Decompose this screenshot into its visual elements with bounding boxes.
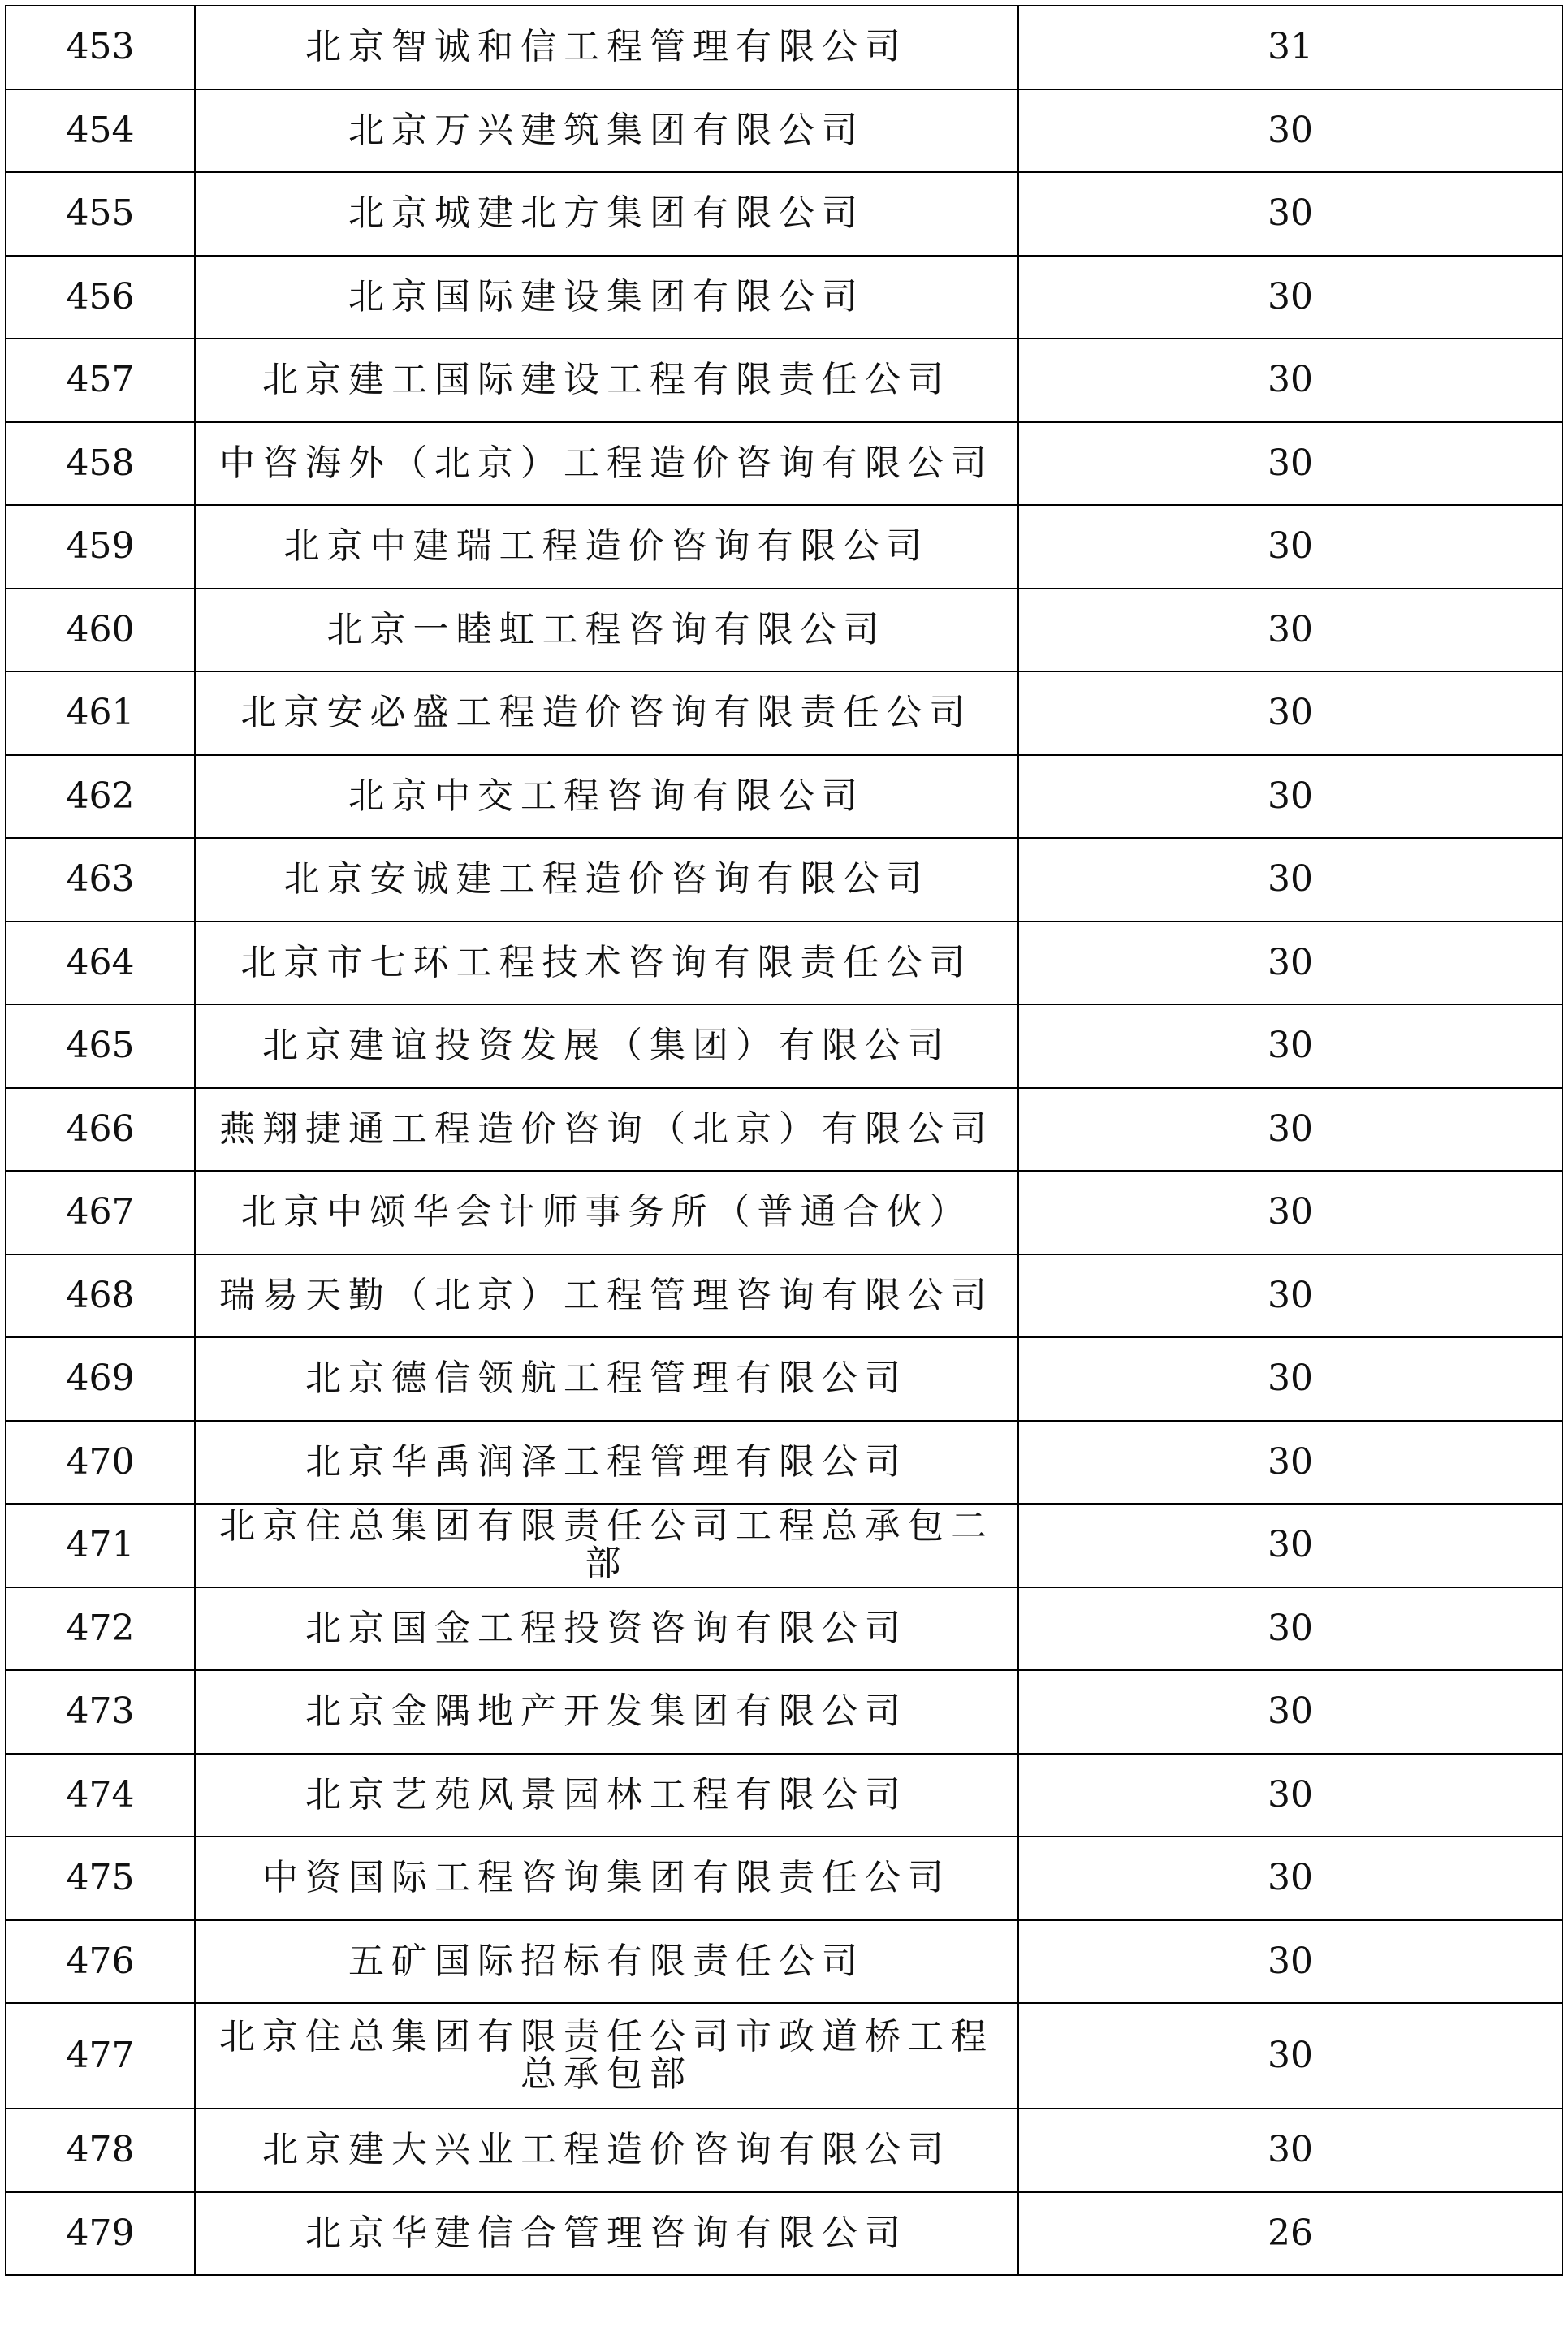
row-number-cell: 457 [6,339,195,422]
table-row [6,1337,1562,1421]
company-name-cell: 瑞易天勤（北京）工程管理咨询有限公司 [195,1254,1018,1338]
table-row [6,1754,1562,1837]
row-number-cell: 473 [6,1670,195,1754]
row-number-cell: 463 [6,838,195,922]
company-name-cell: 中资国际工程咨询集团有限责任公司 [195,1837,1018,1920]
row-number-cell: 468 [6,1254,195,1338]
row-number-cell: 475 [6,1837,195,1920]
row-number-cell: 470 [6,1421,195,1505]
score-cell: 30 [1018,2109,1562,2192]
table-row [6,1171,1562,1254]
score-cell: 30 [1018,339,1562,422]
company-name-cell: 北京德信领航工程管理有限公司 [195,1337,1018,1421]
company-name-cell: 北京万兴建筑集团有限公司 [195,89,1018,173]
table-row [6,505,1562,589]
company-name-cell: 北京国金工程投资咨询有限公司 [195,1587,1018,1671]
company-score-table-container [5,5,1562,2276]
row-number-cell: 455 [6,172,195,256]
company-name-cell: 北京住总集团有限责任公司市政道桥工程总承包部 [195,2003,1018,2109]
row-number-cell: 477 [6,2003,195,2109]
company-name-cell: 北京中交工程咨询有限公司 [195,755,1018,839]
table-row [6,339,1562,422]
score-cell: 30 [1018,2003,1562,2109]
row-number-cell: 479 [6,2192,195,2276]
company-name-cell: 北京中颂华会计师事务所（普通合伙） [195,1171,1018,1254]
row-number-cell: 474 [6,1754,195,1837]
table-row [6,1421,1562,1505]
table-row [6,256,1562,339]
row-number-cell: 476 [6,1920,195,2004]
company-name-cell: 北京艺苑风景园林工程有限公司 [195,1754,1018,1837]
table-row [6,1670,1562,1754]
score-cell: 30 [1018,1004,1562,1088]
row-number-cell: 459 [6,505,195,589]
table-row [6,1837,1562,1920]
table-row [6,1920,1562,2004]
company-name-cell: 北京建大兴业工程造价咨询有限公司 [195,2109,1018,2192]
table-row [6,755,1562,839]
score-cell: 30 [1018,422,1562,506]
table-row [6,1504,1562,1587]
row-number-cell: 472 [6,1587,195,1671]
company-name-cell: 北京华建信合管理咨询有限公司 [195,2192,1018,2276]
company-name-cell: 北京安诚建工程造价咨询有限公司 [195,838,1018,922]
company-name-cell: 中咨海外（北京）工程造价咨询有限公司 [195,422,1018,506]
score-cell: 30 [1018,922,1562,1005]
score-cell: 30 [1018,755,1562,839]
row-number-cell: 461 [6,671,195,755]
score-cell: 30 [1018,172,1562,256]
company-name-cell: 北京中建瑞工程造价咨询有限公司 [195,505,1018,589]
company-name-cell: 北京安必盛工程造价咨询有限责任公司 [195,671,1018,755]
company-name-cell: 五矿国际招标有限责任公司 [195,1920,1018,2004]
table-row [6,838,1562,922]
row-number-cell: 453 [6,6,195,89]
table-row [6,422,1562,506]
row-number-cell: 460 [6,589,195,672]
row-number-cell: 467 [6,1171,195,1254]
table-row [6,89,1562,173]
row-number-cell: 469 [6,1337,195,1421]
company-name-cell: 北京华禹润泽工程管理有限公司 [195,1421,1018,1505]
company-name-cell: 北京住总集团有限责任公司工程总承包二部 [195,1504,1018,1587]
company-name-cell: 燕翔捷通工程造价咨询（北京）有限公司 [195,1088,1018,1172]
table-row [6,1254,1562,1338]
table-row [6,922,1562,1005]
table-row [6,1004,1562,1088]
row-number-cell: 464 [6,922,195,1005]
table-row [6,1587,1562,1671]
score-cell: 30 [1018,505,1562,589]
row-number-cell: 454 [6,89,195,173]
company-score-table [5,5,1563,2276]
score-cell: 30 [1018,1088,1562,1172]
score-cell: 30 [1018,1920,1562,2004]
company-name-cell: 北京市七环工程技术咨询有限责任公司 [195,922,1018,1005]
company-name-cell: 北京国际建设集团有限公司 [195,256,1018,339]
table-row [6,2192,1562,2276]
company-name-cell: 北京金隅地产开发集团有限公司 [195,1670,1018,1754]
table-row [6,2109,1562,2192]
score-cell: 30 [1018,1587,1562,1671]
row-number-cell: 465 [6,1004,195,1088]
score-cell: 30 [1018,1754,1562,1837]
row-number-cell: 466 [6,1088,195,1172]
table-row [6,589,1562,672]
table-row [6,671,1562,755]
score-cell: 31 [1018,6,1562,89]
score-cell: 30 [1018,1171,1562,1254]
score-cell: 30 [1018,1670,1562,1754]
score-cell: 30 [1018,1504,1562,1587]
row-number-cell: 462 [6,755,195,839]
table-row [6,2003,1562,2109]
score-cell: 30 [1018,1254,1562,1338]
row-number-cell: 458 [6,422,195,506]
score-cell: 30 [1018,838,1562,922]
score-cell: 30 [1018,589,1562,672]
score-cell: 30 [1018,89,1562,173]
score-cell: 30 [1018,1837,1562,1920]
company-name-cell: 北京一睦虹工程咨询有限公司 [195,589,1018,672]
company-name-cell: 北京建谊投资发展（集团）有限公司 [195,1004,1018,1088]
row-number-cell: 456 [6,256,195,339]
table-row [6,172,1562,256]
table-row [6,1088,1562,1172]
score-cell: 30 [1018,256,1562,339]
score-cell: 30 [1018,671,1562,755]
table-row [6,6,1562,89]
score-cell: 30 [1018,1337,1562,1421]
company-name-cell: 北京智诚和信工程管理有限公司 [195,6,1018,89]
row-number-cell: 471 [6,1504,195,1587]
score-cell: 30 [1018,1421,1562,1505]
company-name-cell: 北京城建北方集团有限公司 [195,172,1018,256]
score-cell: 26 [1018,2192,1562,2276]
row-number-cell: 478 [6,2109,195,2192]
company-name-cell: 北京建工国际建设工程有限责任公司 [195,339,1018,422]
